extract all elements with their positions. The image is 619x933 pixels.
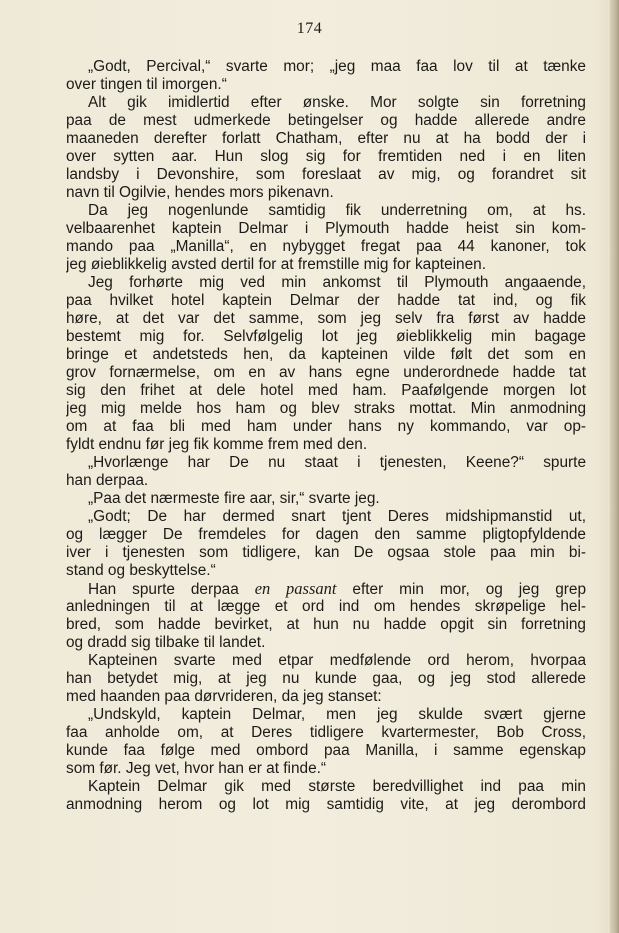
text-line [66, 256, 586, 274]
text-line [66, 526, 586, 544]
page-number: 174 [296, 20, 323, 37]
text-line [66, 580, 586, 598]
text-line [66, 382, 586, 400]
text-segment: mando paa „Manilla“, en nybygget fregat paa 44 kanoner, tok [66, 238, 586, 255]
text-line [66, 544, 586, 562]
text-line [66, 796, 586, 814]
text-segment: Jeg forhørte mig ved min ankomst til Plymouth angaaende, [88, 274, 586, 291]
text-line [66, 634, 586, 652]
text-line [66, 490, 586, 508]
text-line [66, 670, 586, 688]
text-line [66, 760, 586, 778]
text-line [66, 436, 586, 454]
text-segment: over sytten aar. Hun slog sig for fremtiden ned i en liten [66, 148, 586, 165]
text-line [66, 652, 586, 670]
text-segment: anledningen til at lægge et ord ind om hendes skrøpelige hel- [66, 598, 586, 615]
text-line [66, 310, 586, 328]
text-segment: Kaptein Delmar gik med største beredvillighet ind paa min [88, 778, 586, 795]
text-segment: sig den frihet at dele hotel med ham. Paafølgende morgen lot [66, 382, 586, 399]
text-line [66, 562, 586, 580]
text-segment: jeg øieblikkelig avsted dertil for at fremstille mig for kapteinen. [66, 256, 487, 273]
text-line [66, 724, 586, 742]
text-line [66, 166, 586, 184]
text-segment: bestemt mig for. Selvfølgelig lot jeg øieblikkelig min bagage [66, 328, 586, 345]
text-segment: paa hvilket hotel kaptein Delmar der hadde tat ind, og fik [66, 292, 586, 309]
text-segment: landsby i Devonshire, som foreslaat av mig, og forandret sit [66, 166, 586, 183]
text-line [66, 598, 586, 616]
text-line [66, 508, 586, 526]
text-segment: Alt gik imidlertid efter ønske. Mor solgte sin forretning [88, 94, 586, 111]
text-segment: høre, at det var det samme, som jeg selv fra først av hadde [66, 310, 586, 327]
text-segment: „Godt; De har dermed snart tjent Deres midshipmanstid ut, [88, 508, 586, 525]
text-segment: som før. Jeg vet, hvor han er at finde.“ [66, 760, 327, 777]
text-line [66, 76, 586, 94]
text-line [66, 184, 586, 202]
text-line [66, 616, 586, 634]
text-line [66, 94, 586, 112]
text-line [66, 202, 586, 220]
text-segment: med haanden paa dørvrideren, da jeg stanset: [66, 688, 382, 705]
body-text [66, 58, 586, 814]
text-segment: bred, som hadde bevirket, at hun nu hadde opgit sin forretning [66, 616, 586, 633]
text-segment: „Paa det nærmeste fire aar, sir,“ svarte jeg. [88, 490, 380, 507]
text-line [66, 58, 586, 76]
italic-phrase: en passant [254, 580, 337, 598]
text-line [66, 742, 586, 760]
text-segment: „Undskyld, kaptein Delmar, men jeg skulde svært gjerne [88, 706, 586, 723]
text-segment: Han spurte derpaa [88, 581, 239, 598]
text-line [66, 292, 586, 310]
text-line [66, 328, 586, 346]
text-segment: Da jeg nogenlunde samtidig fik underretning om, at hs. [88, 202, 586, 219]
text-segment: efter min mor, og jeg grep [352, 581, 586, 598]
text-line [66, 472, 586, 490]
text-line [66, 454, 586, 472]
text-line [66, 148, 586, 166]
text-segment: velbaarenhet kaptein Delmar i Plymouth hadde heist sin kom- [66, 220, 586, 237]
text-segment: bringe et andetsteds hen, da kapteinen vilde følt det som en [66, 346, 586, 363]
text-line [66, 274, 586, 292]
text-line [66, 112, 586, 130]
text-line [66, 238, 586, 256]
text-segment: kunde faa følge med ombord paa Manilla, i samme egenskap [66, 742, 586, 759]
text-segment: fyldt endnu før jeg fik komme frem med den. [66, 436, 368, 453]
text-segment: „Godt, Percival,“ svarte mor; „jeg maa faa lov til at tænke [88, 58, 586, 75]
text-segment: grov fornærmelse, om en av hans egne underordnede hadde tat [66, 364, 586, 381]
text-line [66, 706, 586, 724]
text-line [66, 778, 586, 796]
text-segment: paa de mest udmerkede betingelser og hadde allerede andre [66, 112, 586, 129]
text-segment: han betydet mig, at jeg nu kunde gaa, og jeg stod allerede [66, 670, 586, 687]
text-segment: maaneden derefter forlatt Chatham, efter nu at ha bodd der i [66, 130, 586, 147]
text-segment: stand og beskyttelse.“ [66, 562, 216, 579]
text-segment: han derpaa. [66, 472, 149, 489]
text-line [66, 400, 586, 418]
page-edge [610, 0, 619, 933]
text-segment: og lægger De fremdeles for dagen den samme pligtopfyldende [66, 526, 586, 543]
text-line [66, 418, 586, 436]
text-segment: Kapteinen svarte med etpar medfølende ord herom, hvorpaa [88, 652, 586, 669]
text-segment: og dradd sig tilbake til landet. [66, 634, 266, 651]
text-segment: anmodning herom og lot mig samtidig vite, at jeg derombord [66, 796, 586, 813]
text-segment: navn til Ogilvie, hendes mors pikenavn. [66, 184, 334, 201]
text-line [66, 688, 586, 706]
text-line [66, 220, 586, 238]
text-segment: iver i tjenesten som tidligere, kan De ogsaa stole paa min bi- [66, 544, 586, 561]
text-segment: „Hvorlænge har De nu staat i tjenesten, Keene?“ spurte [88, 454, 586, 471]
text-line [66, 346, 586, 364]
text-segment: om at faa bli med ham under hans ny kommando, var op- [66, 418, 586, 435]
text-line [66, 130, 586, 148]
text-segment: over tingen til imorgen.“ [66, 76, 227, 93]
text-segment: jeg mig melde hos ham og blev straks mottat. Min anmodning [66, 400, 586, 417]
text-segment: faa anholde om, at Deres tidligere kvartermester, Bob Cross, [66, 724, 586, 741]
text-line [66, 364, 586, 382]
